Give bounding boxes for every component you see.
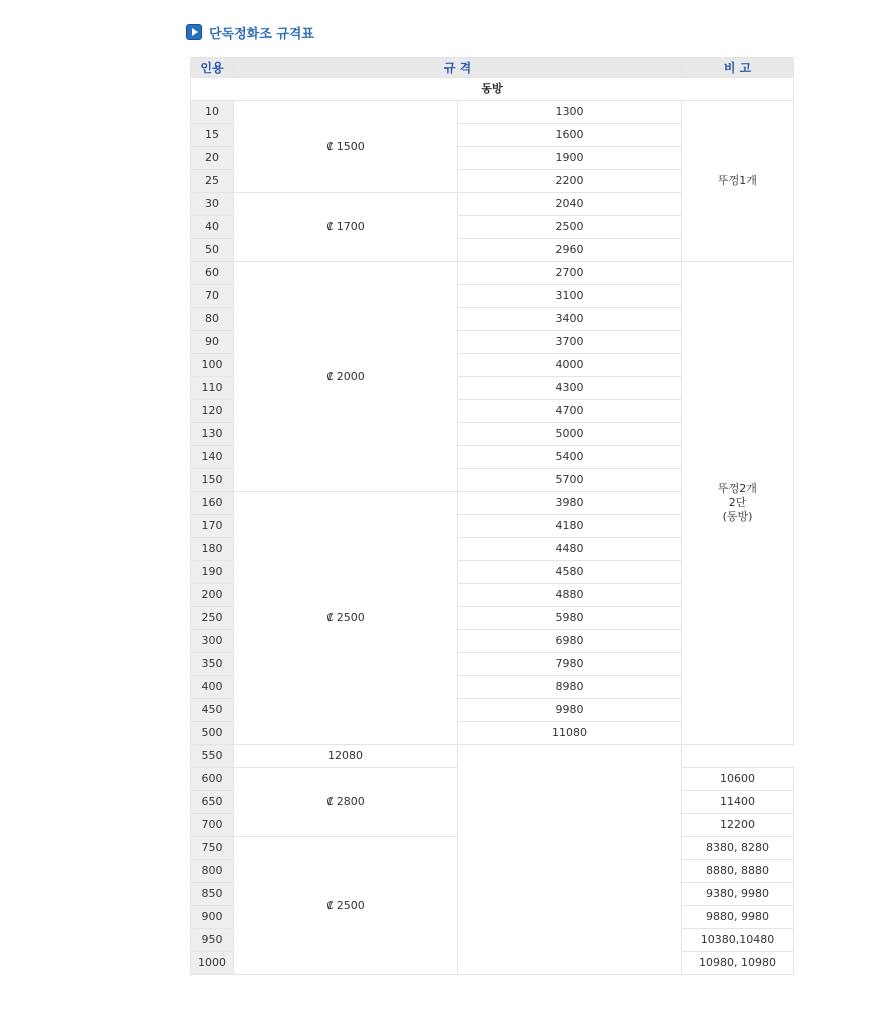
note-cell (682, 262, 794, 745)
spec-value-cell: 2960 (458, 239, 682, 262)
header-capacity: 인용 (191, 58, 234, 78)
table-row (191, 262, 794, 285)
capacity-cell: 90 (191, 331, 234, 354)
capacity-cell: 40 (191, 216, 234, 239)
capacity-cell: 120 (191, 400, 234, 423)
spec-value-cell: 4000 (458, 354, 682, 377)
diameter-cell: ₡ 1700 (234, 193, 458, 262)
spec-value-cell: 1300 (458, 101, 682, 124)
spec-value-cell: 4300 (458, 377, 682, 400)
section-title (186, 22, 314, 42)
spec-value-cell: 11080 (458, 722, 682, 745)
capacity-cell: 70 (191, 285, 234, 308)
spec-rows (191, 101, 794, 975)
play-arrow-icon (186, 24, 202, 40)
header-note: 비 고 (682, 58, 794, 78)
note-line: 뚜껑2개 (718, 482, 757, 495)
capacity-cell: 300 (191, 630, 234, 653)
capacity-cell: 50 (191, 239, 234, 262)
capacity-cell: 25 (191, 170, 234, 193)
spec-value-cell: 11400 (682, 791, 794, 814)
capacity-cell: 190 (191, 561, 234, 584)
header-row (191, 58, 794, 78)
capacity-cell: 170 (191, 515, 234, 538)
capacity-cell: 800 (191, 860, 234, 883)
diameter-cell: ₡ 1500 (234, 101, 458, 193)
capacity-cell: 200 (191, 584, 234, 607)
spec-value-cell: 1600 (458, 124, 682, 147)
note-line: (동방) (722, 510, 753, 523)
capacity-cell: 130 (191, 423, 234, 446)
spec-value-cell: 7980 (458, 653, 682, 676)
capacity-cell: 250 (191, 607, 234, 630)
spec-value-cell: 9880, 9980 (682, 906, 794, 929)
diameter-cell: ₡ 2500 (234, 837, 458, 975)
spec-value-cell: 5400 (458, 446, 682, 469)
spec-value-cell: 12200 (682, 814, 794, 837)
note-cell (682, 101, 794, 262)
spec-value-cell: 2700 (458, 262, 682, 285)
spec-value-cell: 9980 (458, 699, 682, 722)
capacity-cell: 30 (191, 193, 234, 216)
spec-value-cell: 4880 (458, 584, 682, 607)
capacity-cell: 700 (191, 814, 234, 837)
capacity-cell: 110 (191, 377, 234, 400)
capacity-cell: 350 (191, 653, 234, 676)
table-row (191, 745, 794, 768)
table-row (191, 101, 794, 124)
capacity-cell: 650 (191, 791, 234, 814)
capacity-cell: 400 (191, 676, 234, 699)
spec-value-cell: 8880, 8880 (682, 860, 794, 883)
capacity-cell: 900 (191, 906, 234, 929)
spec-value-cell: 2500 (458, 216, 682, 239)
spec-value-cell: 4480 (458, 538, 682, 561)
spec-value-cell: 3400 (458, 308, 682, 331)
spec-value-cell: 3100 (458, 285, 682, 308)
capacity-cell: 10 (191, 101, 234, 124)
spec-value-cell: 12080 (234, 745, 458, 768)
spec-value-cell: 1900 (458, 147, 682, 170)
capacity-cell: 750 (191, 837, 234, 860)
header-spec: 규 격 (234, 58, 682, 78)
capacity-cell: 850 (191, 883, 234, 906)
diameter-cell: ₡ 2800 (234, 768, 458, 837)
spec-value-cell: 3700 (458, 331, 682, 354)
spec-value-cell: 10980, 10980 (682, 952, 794, 975)
capacity-cell: 600 (191, 768, 234, 791)
subheader-dongbang: 동방 (191, 78, 794, 101)
spec-value-cell: 10600 (682, 768, 794, 791)
subheader-row (191, 78, 794, 101)
spec-value-cell: 9380, 9980 (682, 883, 794, 906)
diameter-cell: ₡ 2000 (234, 262, 458, 492)
capacity-cell: 500 (191, 722, 234, 745)
page-title: 단독정화조 규격표 (209, 26, 314, 42)
capacity-cell: 20 (191, 147, 234, 170)
capacity-cell: 450 (191, 699, 234, 722)
spec-value-cell: 8380, 8280 (682, 837, 794, 860)
capacity-cell: 140 (191, 446, 234, 469)
spec-value-cell: 8980 (458, 676, 682, 699)
capacity-cell: 80 (191, 308, 234, 331)
spec-value-cell: 5980 (458, 607, 682, 630)
capacity-cell: 60 (191, 262, 234, 285)
capacity-cell: 160 (191, 492, 234, 515)
spec-value-cell: 2040 (458, 193, 682, 216)
note-cell (458, 745, 682, 975)
capacity-cell: 950 (191, 929, 234, 952)
capacity-cell: 1000 (191, 952, 234, 975)
spec-value-cell: 4700 (458, 400, 682, 423)
spec-value-cell: 3980 (458, 492, 682, 515)
capacity-cell: 100 (191, 354, 234, 377)
spec-value-cell: 6980 (458, 630, 682, 653)
spec-value-cell: 5700 (458, 469, 682, 492)
diameter-cell: ₡ 2500 (234, 492, 458, 745)
capacity-cell: 550 (191, 745, 234, 768)
note-line: 2단 (728, 496, 747, 509)
capacity-cell: 150 (191, 469, 234, 492)
spec-value-cell: 5000 (458, 423, 682, 446)
spec-value-cell: 4580 (458, 561, 682, 584)
spec-value-cell: 10380,10480 (682, 929, 794, 952)
capacity-cell: 15 (191, 124, 234, 147)
spec-value-cell: 4180 (458, 515, 682, 538)
spec-table (190, 57, 794, 975)
capacity-cell: 180 (191, 538, 234, 561)
spec-value-cell: 2200 (458, 170, 682, 193)
note-line: 뚜껑1개 (718, 174, 757, 187)
